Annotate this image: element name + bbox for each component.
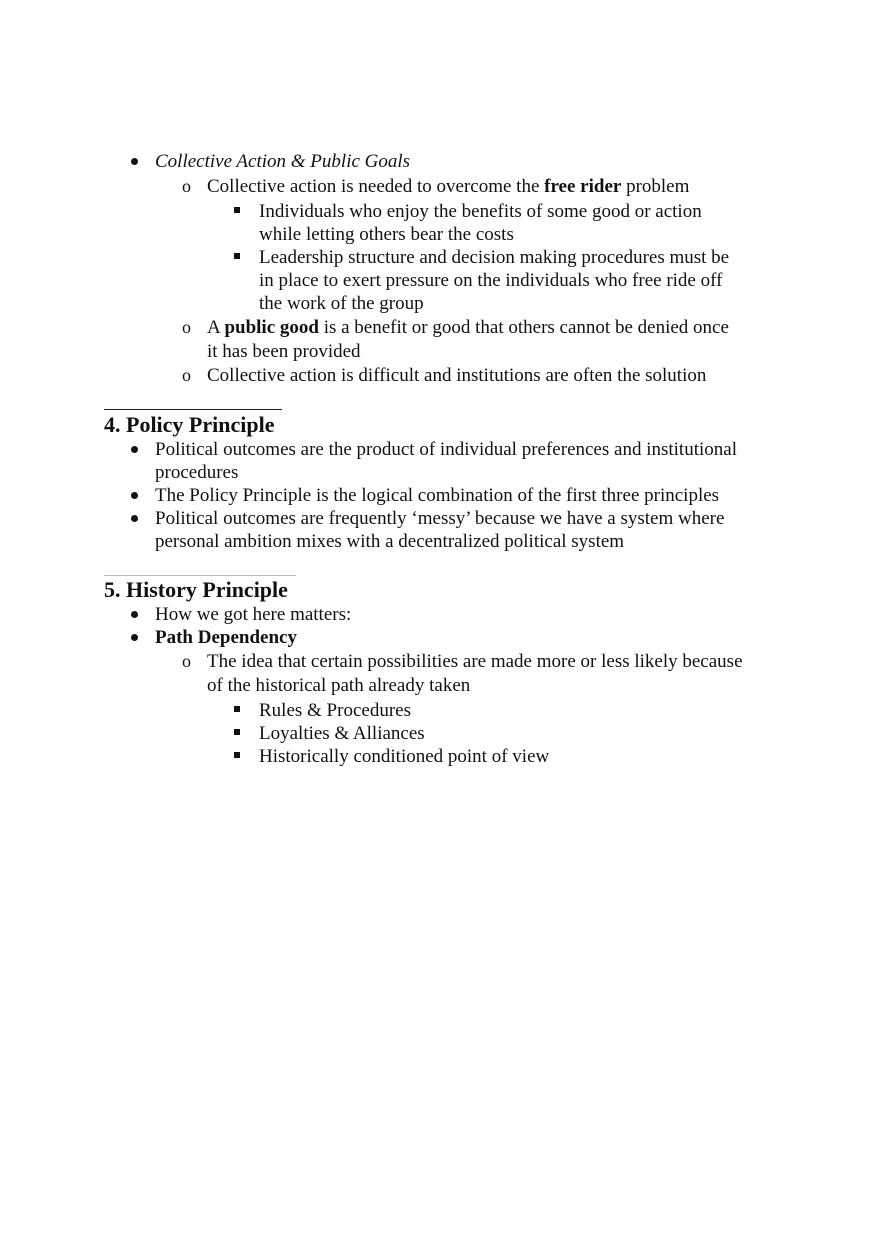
- bullet-circle: o: [182, 365, 191, 385]
- bullet-dot: [131, 446, 138, 453]
- history-sub-3: Historically conditioned point of view: [259, 746, 550, 767]
- individuals-line-2: while letting others bear the costs: [259, 224, 514, 245]
- bullet-square: [234, 706, 240, 712]
- policy-item-3-line-2: personal ambition mixes with a decentralized political system: [155, 531, 625, 552]
- public-good-cont: it has been provided: [207, 341, 361, 362]
- history-idea-line-1: The idea that certain possibilities are made more or less likely because: [207, 651, 743, 672]
- free-rider-line: Collective action is needed to overcome the free rider problem: [207, 176, 690, 197]
- leadership-line-2: in place to exert pressure on the individuals who free ride off: [259, 270, 723, 291]
- bullet-square: [234, 207, 240, 213]
- policy-item-3-line-1: Political outcomes are frequently ‘messy’ because we have a system where: [155, 508, 725, 529]
- leadership-line-3: the work of the group: [259, 293, 424, 314]
- bullet-circle: o: [182, 317, 191, 337]
- section-divider: [104, 575, 296, 576]
- policy-item-1-line-1: Political outcomes are the product of individual preferences and institutional: [155, 439, 737, 460]
- difficult-line: Collective action is difficult and institutions are often the solution: [207, 365, 707, 386]
- section-title-collective-action: Collective Action & Public Goals: [155, 151, 411, 172]
- bullet-square: [234, 729, 240, 735]
- policy-item-1-line-2: procedures: [155, 462, 239, 483]
- individuals-line-1: Individuals who enjoy the benefits of some good or action: [259, 201, 702, 222]
- history-sub-2: Loyalties & Alliances: [259, 723, 425, 744]
- public-good-line: A public good is a benefit or good that others cannot be denied once: [207, 317, 729, 338]
- leadership-line-1: Leadership structure and decision making procedures must be: [259, 247, 730, 268]
- bullet-circle: o: [182, 651, 191, 671]
- bullet-dot: [131, 634, 138, 641]
- bullet-square: [234, 253, 240, 259]
- bullet-dot: [131, 611, 138, 618]
- bullet-dot: [131, 492, 138, 499]
- policy-item-2: The Policy Principle is the logical combination of the first three principles: [155, 485, 720, 506]
- policy-heading: 4. Policy Principle: [104, 412, 275, 437]
- bullet-dot: [131, 158, 138, 165]
- section-divider: [104, 409, 282, 410]
- history-path-dependency: Path Dependency: [155, 627, 297, 648]
- bullet-square: [234, 752, 240, 758]
- history-sub-1: Rules & Procedures: [259, 700, 411, 721]
- bullet-dot: [131, 515, 138, 522]
- history-heading: 5. History Principle: [104, 577, 288, 602]
- bullet-circle: o: [182, 176, 191, 196]
- history-idea-line-2: of the historical path already taken: [207, 675, 471, 696]
- history-how: How we got here matters:: [155, 604, 352, 625]
